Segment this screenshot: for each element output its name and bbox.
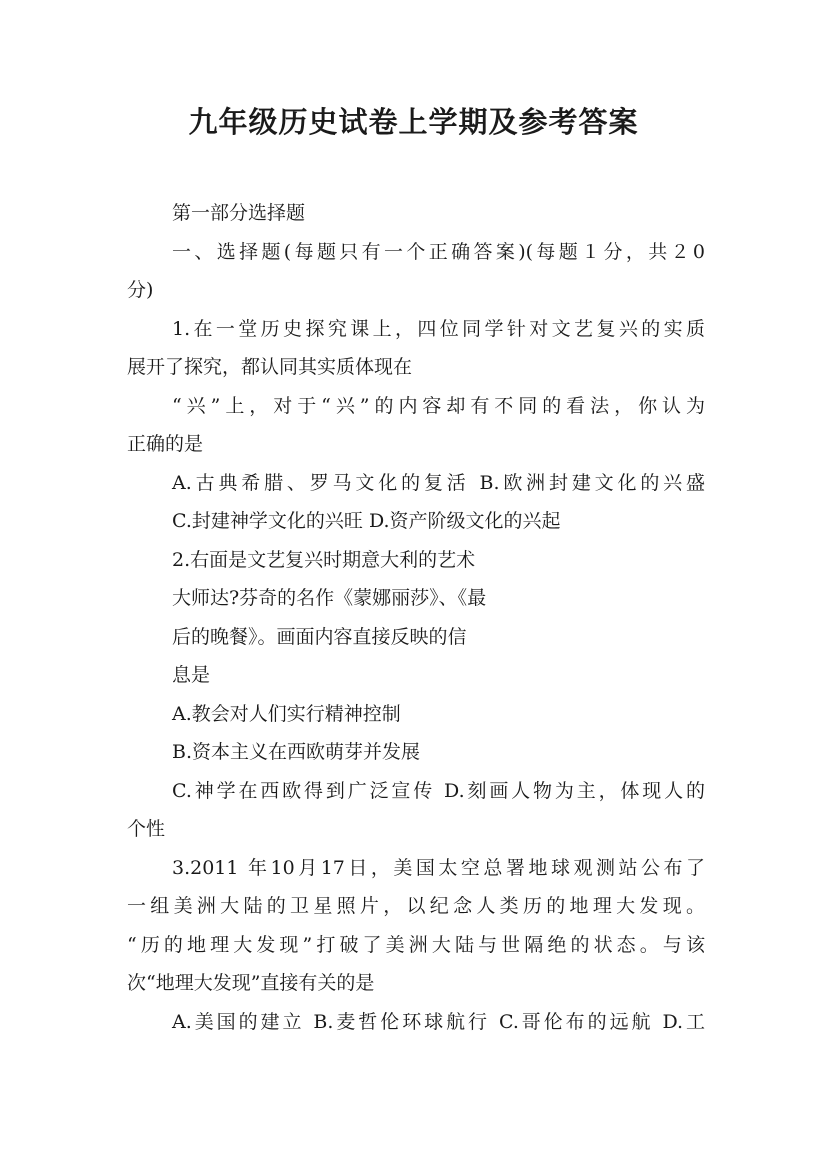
document-title: 九年级历史试卷上学期及参考答案 [188,105,639,139]
text-line: C.神学在西欧得到广泛宣传 D.刻画人物为主，体现人的 [172,779,705,802]
text-line: A.教会对人们实行精神控制 [172,702,401,725]
text-line: A.美国的建立 B.麦哲伦环球航行 C.哥伦布的远航 D.工 [172,1010,705,1033]
text-line: 次“地理大发现”直接有关的是 [127,972,375,994]
text-line: 个性 [127,818,166,840]
document-body [127,194,705,1041]
text-line: 大师达?芬奇的名作《蒙娜丽莎》、《最 [172,587,487,609]
text-line: 一、选择题(每题只有一个正确答案)(每题１分，共２0 [172,240,705,263]
text-line: 3.2011 年10月17日，美国太空总署地球观测站公布了 [172,856,705,879]
text-line: A.古典希腊、罗马文化的复活 B.欧洲封建文化的兴盛 [172,471,705,494]
text-line: 第一部分选择题 [172,202,306,224]
text-line: 后的晚餐》。画面内容直接反映的信 [172,625,467,648]
text-line: C.封建神学文化的兴旺 D.资产阶级文化的兴起 [172,510,561,532]
text-line: 展开了探究，都认同其实质体现在 [127,356,413,378]
text-line: 一组美洲大陆的卫星照片，以纪念人类历的地理大发现。 [127,895,705,917]
text-line: “兴”上，对于“兴”的内容却有不同的看法，你认为 [172,394,705,417]
text-line: “历的地理大发现”打破了美洲大陆与世隔绝的状态。与该 [127,933,705,956]
text-line: 正确的是 [127,433,204,455]
text-line: B.资本主义在西欧萌芽并发展 [172,741,421,763]
text-line: 分) [127,279,154,301]
text-line: 1.在一堂历史探究课上，四位同学针对文艺复兴的实质 [172,317,705,340]
text-line: 息是 [172,664,211,686]
text-line: 2.右面是文艺复兴时期意大利的艺术 [172,548,476,571]
